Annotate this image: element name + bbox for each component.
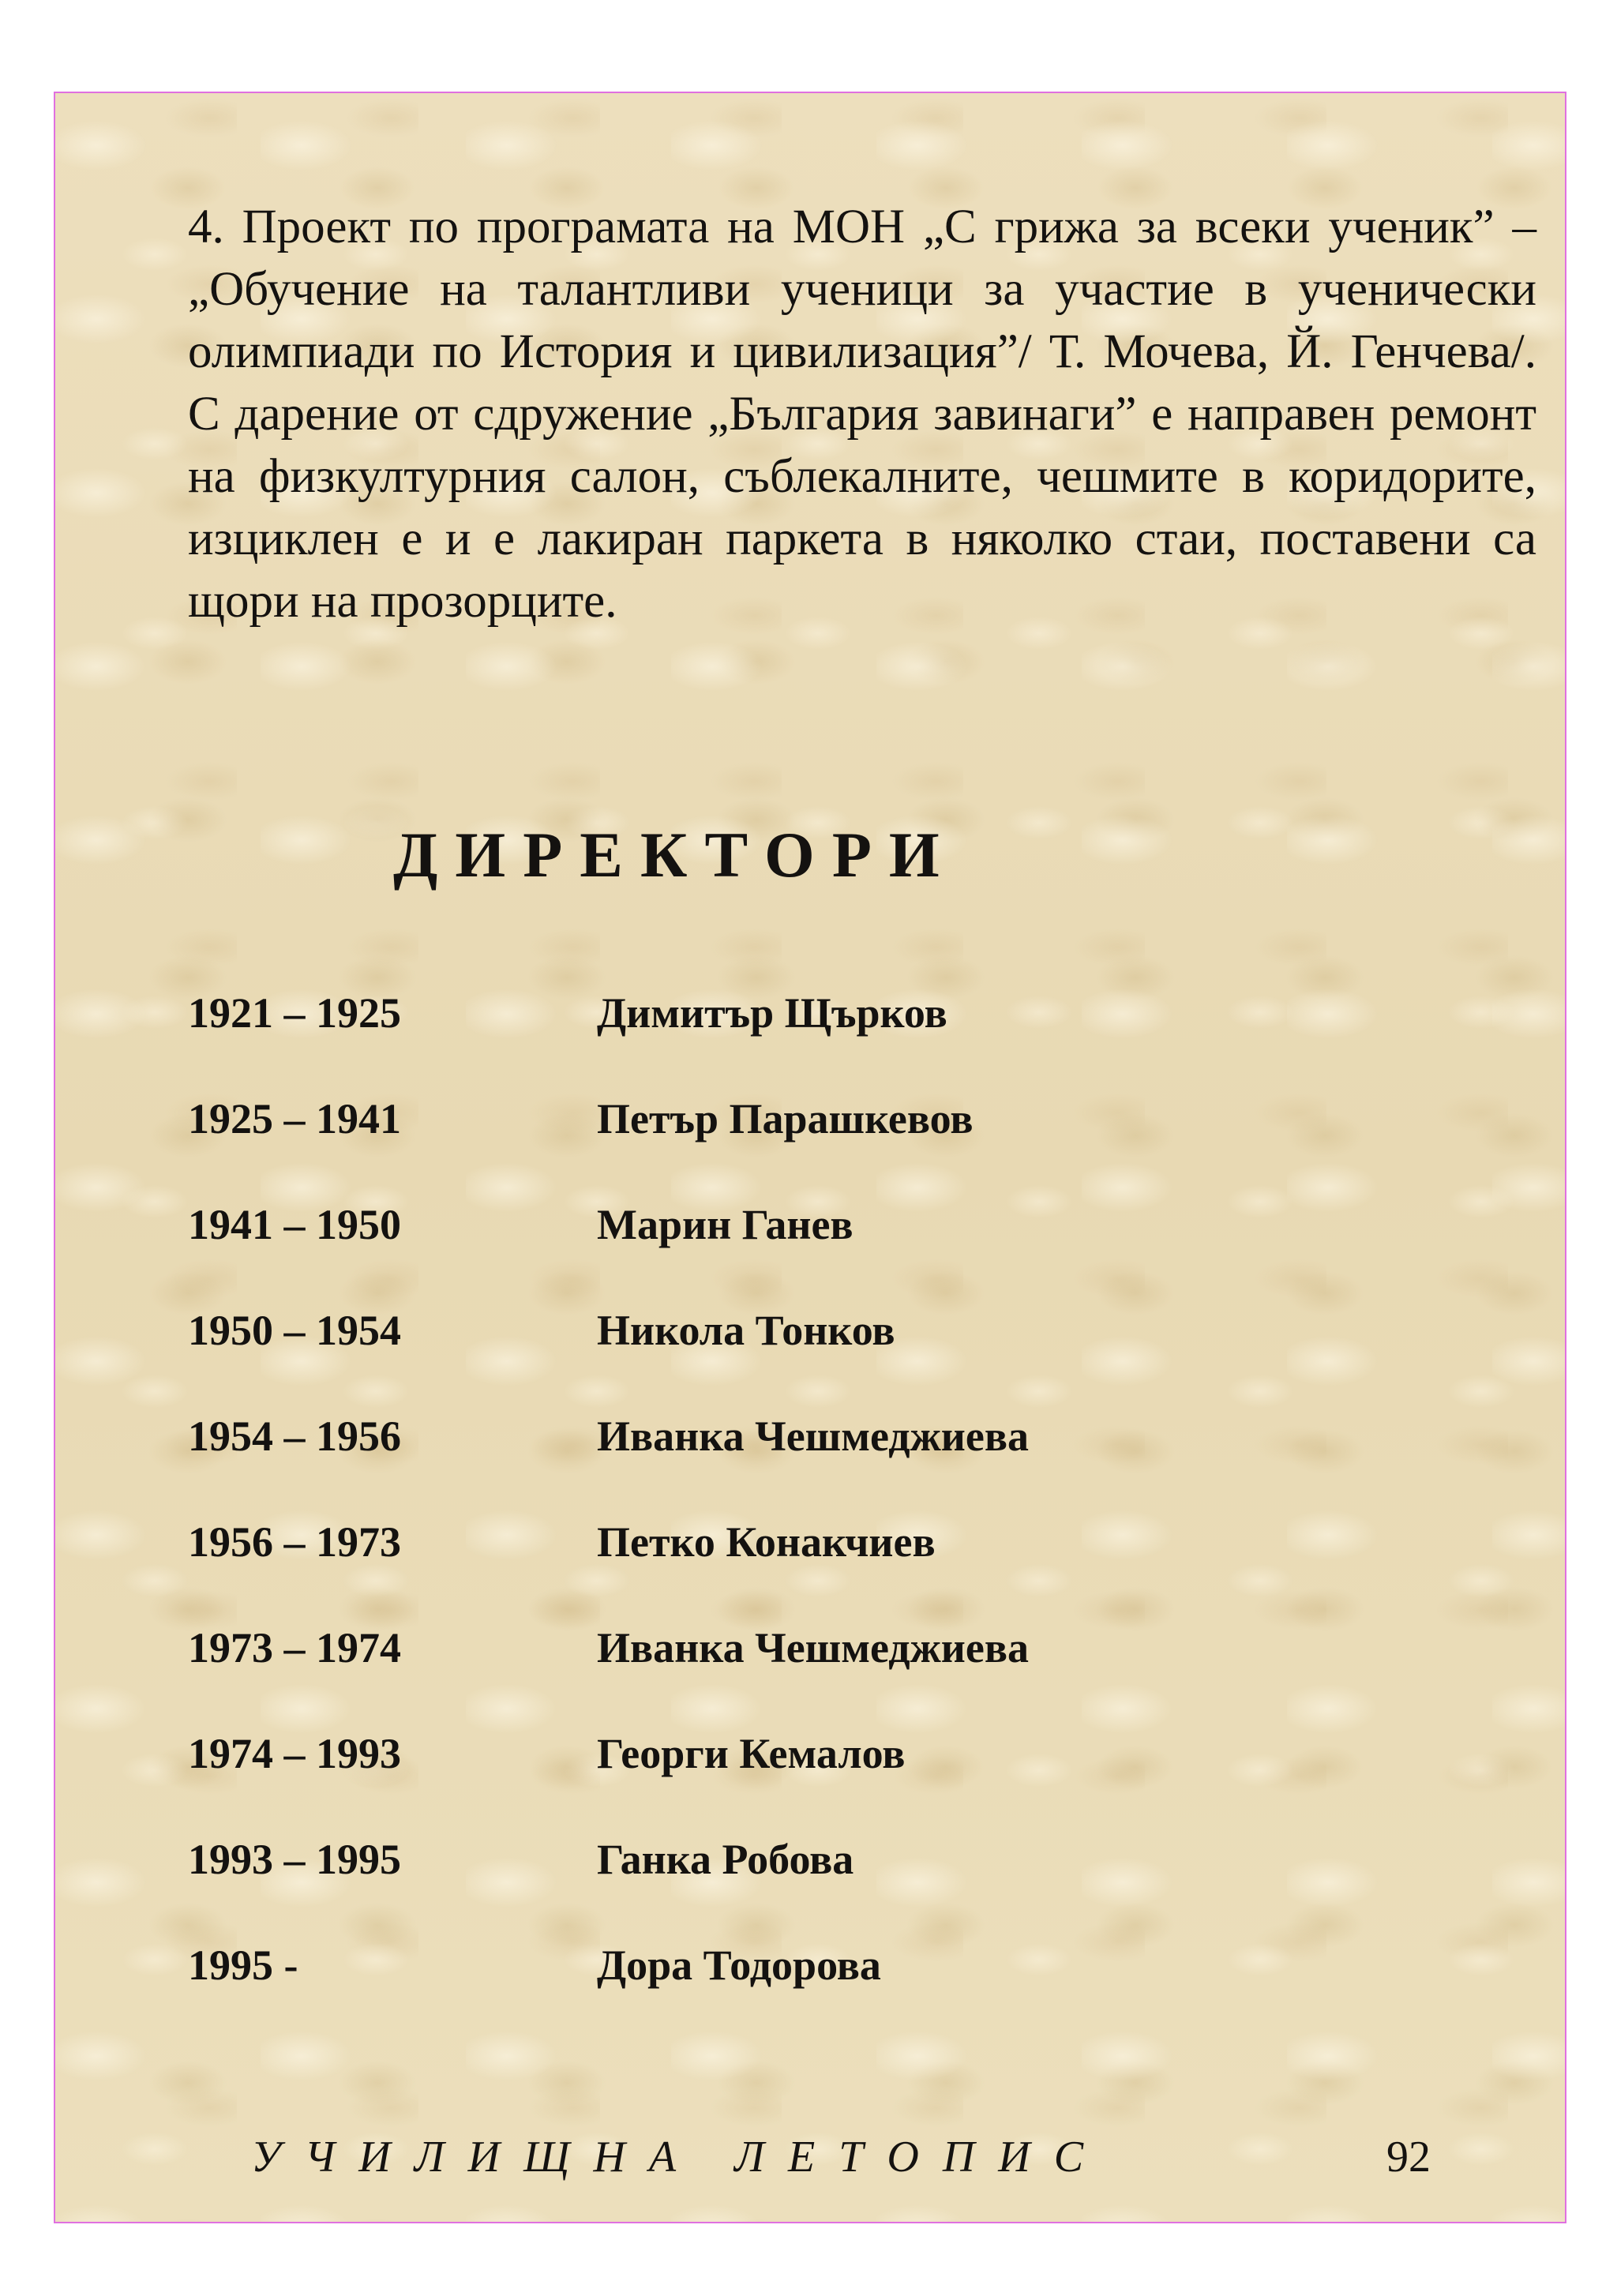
director-years: 1993 – 1995 bbox=[188, 1836, 401, 1883]
director-name: Георги Кемалов bbox=[597, 1730, 906, 1777]
director-years: 1921 – 1925 bbox=[188, 989, 401, 1037]
director-row bbox=[188, 1620, 1372, 1675]
body-paragraph: 4. Проект по програмата на МОН „С грижа за всеки ученик” – „Обучение на талантливи ученици за участие в ученически олимпиади по История и цивилизация”/ Т. Мочева, Й. Генчева/. С дарение от сдружение „България завинаги” е направен ремонт на физкултурния салон, съблекалните, чешмите в коридорите, изциклен е и е лакиран паркета в няколко стаи, поставени са щори на прозорците. bbox=[188, 201, 1536, 628]
director-name: Иванка Чешмеджиева bbox=[597, 1412, 1030, 1460]
director-name: Ганка Робова bbox=[597, 1836, 854, 1883]
director-years: 1954 – 1956 bbox=[188, 1412, 401, 1460]
director-years: 1950 – 1954 bbox=[188, 1307, 401, 1354]
director-row bbox=[188, 1832, 1372, 1887]
director-row bbox=[188, 1303, 1372, 1358]
director-years: 1973 – 1974 bbox=[188, 1624, 401, 1671]
director-name: Марин Ганев bbox=[597, 1201, 854, 1248]
director-row bbox=[188, 1197, 1372, 1252]
parchment-frame bbox=[54, 92, 1566, 2223]
section-title: ДИРЕКТОРИ bbox=[393, 819, 957, 891]
director-name: Дора Тодорова bbox=[597, 1941, 881, 1989]
director-years: 1956 – 1973 bbox=[188, 1518, 401, 1566]
director-years: 1974 – 1993 bbox=[188, 1730, 401, 1777]
director-name: Димитър Щърков bbox=[597, 989, 947, 1037]
director-row bbox=[188, 1514, 1372, 1570]
footer-title: УЧИЛИЩНА ЛЕТОПИС bbox=[251, 2133, 1108, 2182]
director-row bbox=[188, 1409, 1372, 1464]
director-name: Никола Тонков bbox=[597, 1307, 895, 1354]
director-name: Петко Конакчиев bbox=[597, 1518, 936, 1566]
page-number: 92 bbox=[1386, 2133, 1431, 2182]
director-name: Петър Парашкевов bbox=[597, 1095, 974, 1142]
director-years: 1995 - bbox=[188, 1941, 298, 1989]
director-row bbox=[188, 1726, 1372, 1781]
director-years: 1925 – 1941 bbox=[188, 1095, 401, 1142]
director-name: Иванка Чешмеджиева bbox=[597, 1624, 1030, 1671]
director-row bbox=[188, 985, 1372, 1041]
director-years: 1941 – 1950 bbox=[188, 1201, 401, 1248]
director-row bbox=[188, 1091, 1372, 1146]
director-row bbox=[188, 1938, 1372, 1993]
